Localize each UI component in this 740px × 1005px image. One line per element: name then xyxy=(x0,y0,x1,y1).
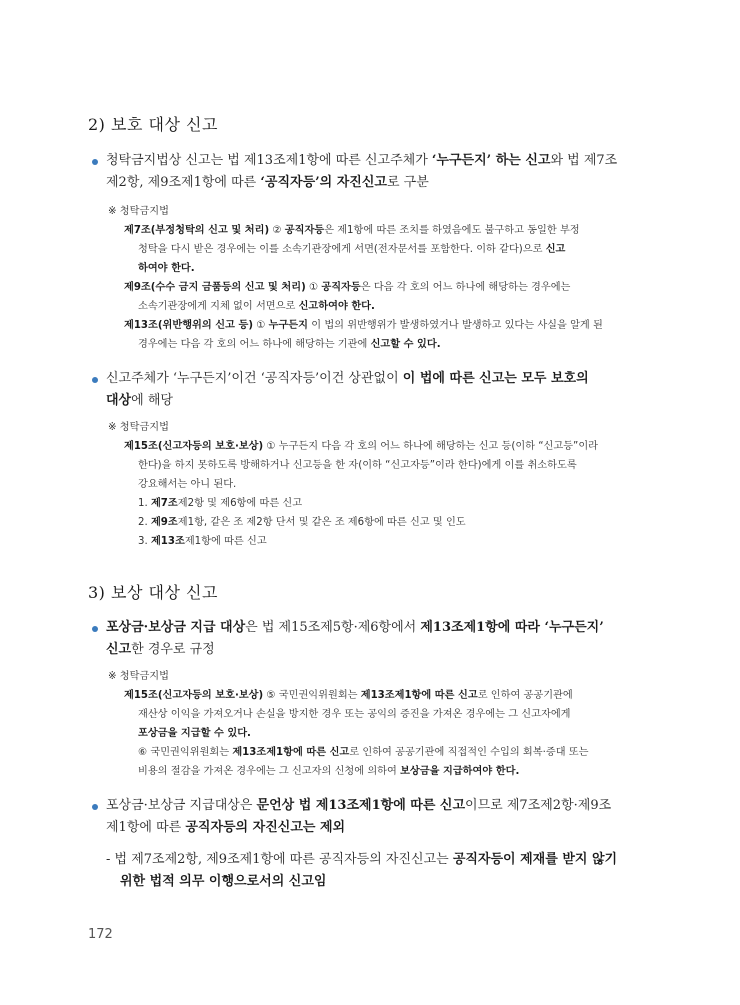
law-excerpt-note: ※ 청탁금지법 제7조(부정청탁의 신고 및 처리) ② 공직자등은 제1항에 따른 조치를 하였음에도 불구하고 동일한 부정 청탁을 다시 받은 경우에는 이를 소속기관장에게 서면(전자문서를 포함한다. 이하 같다)으로 신고 하여야 한다. 제9조(수수 금지 금품등의 신고 및 처리) ① 공직자등은 다음 각 호의 어느 하나에 해당하는 경우에는 소속기관장에게 지체 없이 서면으로 신고하여야 한다. 제13조(위반행위의 신고 등) ① 누구든지 이 법의 위반행위가 발생하였거나 발생하고 있다는 사실을 알게 된 경우에는 다음 각 호의 어느 하나에 해당하는 기관에 신고할 수 있다. xyxy=(108,206,603,350)
dash-item-obligation: - 법 제7조제2항, 제9조제1항에 따른 공직자등의 자진신고는 공직자등이 제재를 받지 않기 위한 법적 의무 이행으로서의 신고임 xyxy=(106,852,618,889)
bullet-dot-icon xyxy=(92,626,98,632)
law-excerpt-note: ※ 청탁금지법 제15조(신고자등의 보호·보상) ① 누구든지 다음 각 호의 어느 하나에 해당하는 신고 등(이하 “신고등”이라 한다)을 하지 못하도록 방해하거나 신고등을 한 자(이하 “신고자등”이라 한다)에게 이를 취소하도록 강요해서는 아니 된다. 1. 제7조제2항 및 제6항에 따른 신고 2. 제9조제1항, 같은 조 제2항 단서 및 같은 조 제6항에 따른 신고 및 인도 3. 제13조제1항에 따른 신고 xyxy=(108,422,599,547)
bullet-dot-icon xyxy=(92,804,98,810)
section-heading-protection: 2) 보호 대상 신고 xyxy=(88,115,218,134)
bullet-report-types: 청탁금지법상 신고는 법 제13조제1항에 따른 신고주체가 ‘누구든지’ 하는 신고와 법 제7조 제2항, 제9조제1항에 따른 ‘공직자등’의 자진신고로 구분 xyxy=(92,150,656,194)
page-number: 172 xyxy=(88,927,113,942)
bullet-self-report-excluded: 포상금·보상금 지급대상은 문언상 법 제13조제1항에 따른 신고이므로 제7조제2항·제9조 제1항에 따른 공직자등의 자진신고는 제외 xyxy=(92,795,656,839)
bullet-dot-icon xyxy=(92,159,98,165)
law-excerpt-note: ※ 청탁금지법 제15조(신고자등의 보호·보상) ⑤ 국민권익위원회는 제13조제1항에 따른 신고로 인하여 공공기관에 재산상 이익을 가져오거나 손실을 방지한 경우 또는 공익의 증진을 가져온 경우에는 그 신고자에게 포상금을 지급할 수 있다. ⑥ 국민권익위원회는 제13조제1항에 따른 신고로 인하여 공공기관에 직접적인 수입의 회복·증대 또는 비용의 절감을 가져온 경우에는 그 신고자의 신청에 의하여 보상금을 지급하여야 한다. xyxy=(108,671,589,777)
bullet-protection-scope: 신고주체가 ‘누구든지’이건 ‘공직자등’이건 상관없이 이 법에 따른 신고는 모두 보호의 대상에 해당 xyxy=(92,368,656,412)
bullet-reward-scope: 포상금·보상금 지급 대상은 법 제15조제5항·제6항에서 제13조제1항에 따라 ‘누구든지’ 신고한 경우로 규정 xyxy=(92,617,656,661)
section-heading-reward: 3) 보상 대상 신고 xyxy=(88,583,218,602)
bullet-dot-icon xyxy=(92,377,98,383)
